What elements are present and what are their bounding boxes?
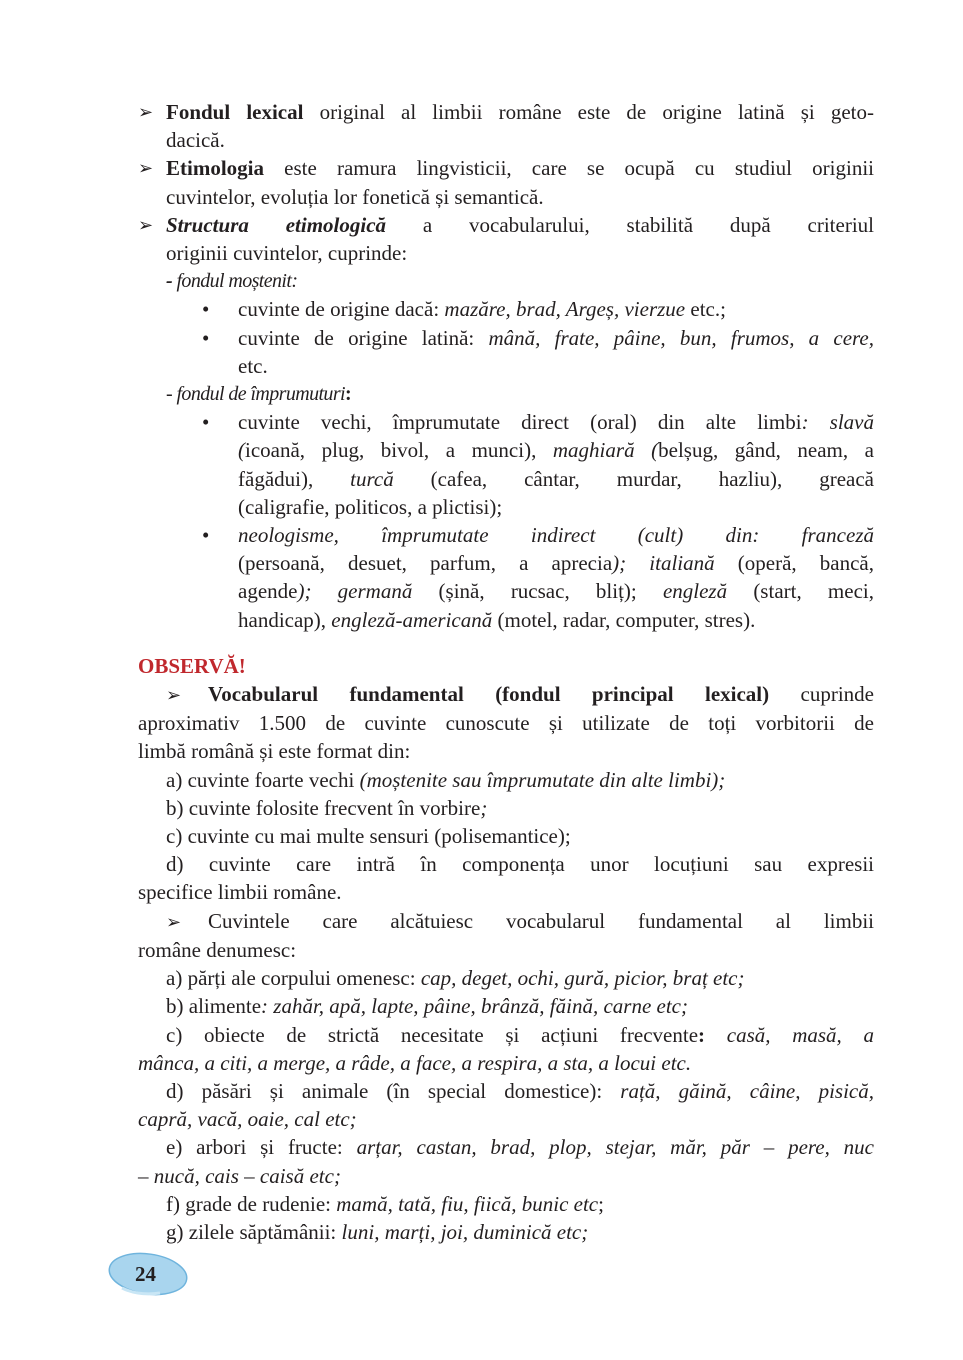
text: dacică. <box>166 128 225 153</box>
text: : slavă <box>801 410 874 435</box>
list-item <box>138 408 874 521</box>
text: cuvinte vechi, împrumutate direct (oral) din alte limbi <box>238 410 802 435</box>
text: specifice limbii române. <box>138 880 342 905</box>
bullet-dot-icon: • <box>202 410 210 435</box>
arrow-bullet-icon: ➢ <box>138 158 154 179</box>
text: cuvintelor, evoluția lor fonetică și semantică. <box>166 184 544 209</box>
text: fondul moștenit: <box>172 270 298 293</box>
list-item <box>138 521 874 634</box>
text: (șină, rucsac, bliț); <box>412 579 663 604</box>
text: - fondul de împrumuturi <box>166 383 345 406</box>
text: agende <box>238 579 298 604</box>
text: b) alimente <box>166 994 262 1019</box>
text: aproximativ 1.500 de cuvinte cunoscute și utilizate de toți vorbitorii de <box>138 711 874 736</box>
text: c) obiecte de strictă necesitate și acțiuni frecvente <box>166 1022 699 1047</box>
text: ; <box>480 795 488 820</box>
examples: mazăre, brad, Argeș, vierzue <box>444 297 686 322</box>
examples: arțar, castan, brad, plop, stejar, măr, păr – pere, nuc <box>356 1135 875 1160</box>
list-item <box>138 992 874 1020</box>
text: cuvinte de origine dacă: <box>238 297 445 322</box>
text: etc.; <box>685 297 726 322</box>
subheading-fondul-imprumuturi <box>138 380 874 408</box>
list-item: c) cuvinte cu mai multe sensuri (polisemantice); <box>166 824 571 849</box>
term-structura-etimologica: Structura etimologică <box>166 212 387 237</box>
arrow-bullet-icon: ➢ <box>138 102 154 122</box>
text: este ramura lingvisticii, care se ocupă cu studiul originii <box>264 156 874 181</box>
text: turcă <box>350 466 394 491</box>
term-etimologia: Etimologia <box>166 156 264 181</box>
text: (persoană, desuet, parfum, a aprecia <box>238 551 613 576</box>
text: d) păsări și animale (în special domestice): <box>166 1078 621 1103</box>
text: făgădui), <box>238 466 351 491</box>
list-item: d) cuvinte care intră în componența unor locuțiuni sau expresii <box>166 852 874 877</box>
text: ); germană <box>297 579 413 604</box>
colon: : <box>344 383 352 406</box>
text: f) grade de rudenie: <box>166 1191 337 1216</box>
list-item <box>138 766 874 794</box>
list-item <box>138 794 874 822</box>
dash: - <box>166 270 173 293</box>
list-item <box>138 1133 874 1161</box>
list-item <box>138 964 874 992</box>
list-item <box>138 1021 874 1049</box>
bullet-fondul-lexical <box>138 98 874 154</box>
text: e) arbori și fructe: <box>166 1135 357 1160</box>
text: icoană, plug, bivol, a munci), <box>245 438 553 463</box>
bullet-structura-etimologica <box>138 211 874 267</box>
text: (cafea, cântar, murdar, hazliu), greacă <box>393 466 874 491</box>
text: (start, meci, <box>727 579 874 604</box>
examples: cap, deget, ochi, gură, picior, braț etc; <box>420 966 745 991</box>
list-item <box>138 1077 874 1105</box>
text: a) cuvinte foarte vechi <box>166 767 360 792</box>
examples: rață, găină, câine, pisică, <box>620 1078 874 1103</box>
text: limbă română și este format din: <box>138 739 411 764</box>
section-title-observa: OBSERVĂ! <box>138 653 246 678</box>
text: handicap), <box>238 607 332 632</box>
text: (moștenite sau împrumutate din alte limbi); <box>359 767 726 792</box>
text: cuprinde <box>769 682 874 707</box>
text: ; <box>598 1191 604 1216</box>
text: engleză-americană <box>331 607 493 632</box>
text: cuvinte de origine latină: <box>238 325 489 350</box>
text: ); italiană <box>612 551 715 576</box>
bullet-dot-icon: • <box>202 297 210 322</box>
examples: mânca, a citi, a merge, a râde, a face, a respira, a sta, a locui etc. <box>138 1050 692 1075</box>
text: belșug, gând, neam, a <box>658 438 874 463</box>
text: a vocabularului, stabilită după criteriul <box>386 212 875 237</box>
paragraph-cuvintele <box>138 907 874 936</box>
examples: : zahăr, apă, lapte, pâine, brânză, făină, carne etc; <box>261 994 688 1019</box>
examples: capră, vacă, oaie, cal etc; <box>138 1107 357 1132</box>
bullet-dot-icon: • <box>202 523 210 548</box>
arrow-bullet-icon: ➢ <box>166 685 182 706</box>
text: (operă, bancă, <box>714 551 874 576</box>
list-item <box>138 1190 874 1218</box>
text: ( <box>238 438 245 463</box>
bullet-etimologia <box>138 154 874 210</box>
bullet-dot-icon: • <box>202 325 210 350</box>
examples: mamă, tată, fiu, fiică, bunic etc <box>336 1191 599 1216</box>
text: g) zilele săptămânii: <box>166 1219 342 1244</box>
text: maghiară ( <box>552 438 659 463</box>
subheading-fondul-mostenit <box>138 267 874 295</box>
text: original al limbii române este de origine latină și geto- <box>303 100 874 124</box>
page-content <box>138 98 874 1246</box>
text: (motel, radar, computer, stres). <box>492 607 756 632</box>
list-item <box>138 324 874 380</box>
text: (caligrafie, politicos, a plictisi); <box>238 494 503 519</box>
examples: casă, masă, a <box>705 1022 874 1047</box>
page-number: 24 <box>135 1262 156 1286</box>
text: neologisme, împrumutate indirect (cult) din: franceză <box>238 523 874 548</box>
text: engleză <box>662 579 728 604</box>
term: Vocabularul fundamental (fondul principal lexical) <box>208 682 770 707</box>
text: române denumesc: <box>138 937 297 962</box>
text: etc. <box>238 353 268 378</box>
text: b) cuvinte folosite frecvent în vorbire <box>166 795 481 820</box>
text: originii cuvintelor, cuprinde: <box>166 241 408 266</box>
paragraph-vocabular-fundamental <box>138 680 874 709</box>
arrow-bullet-icon: ➢ <box>138 214 154 235</box>
term-fondul-lexical: Fondul lexical <box>166 100 304 124</box>
examples: – nucă, cais – caisă etc; <box>138 1163 341 1188</box>
examples: luni, marți, joi, duminică etc; <box>341 1219 589 1244</box>
list-item <box>138 1218 874 1246</box>
list-item <box>138 295 874 323</box>
text: a) părți ale corpului omenesc: <box>166 966 421 991</box>
colon: : <box>698 1022 706 1047</box>
examples: mână, frate, pâine, bun, frumos, a cere, <box>488 325 874 350</box>
arrow-bullet-icon: ➢ <box>166 911 182 932</box>
text: Cuvintele care alcătuiesc vocabularul fundamental al limbii <box>208 908 874 933</box>
